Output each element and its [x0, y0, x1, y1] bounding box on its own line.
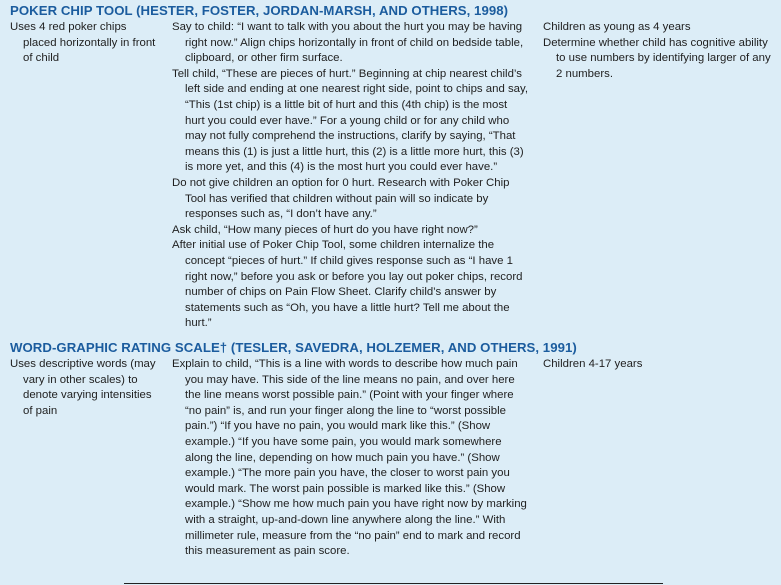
instruction-paragraph: After initial use of Poker Chip Tool, some children internalize the concept “pieces of hurt.” If child gives response such as “I have 1 right now,” before you ask or before you lay out poker chips, record number of chips on Pain Flow Sheet. Clarify child’s answer by statements such as “Oh, you have a little hurt? Tell me about the hurt.” — [172, 239, 523, 330]
recommendation-text: Children 4-17 years — [543, 358, 643, 370]
description-column — [10, 357, 162, 419]
section-title: POKER CHIP TOOL (HESTER, FOSTER, JORDAN-MARSH, AND OTHERS, 1998) — [10, 3, 509, 18]
recommendations-column — [543, 357, 775, 373]
instruction-paragraph: Tell child, “These are pieces of hurt.” Beginning at chip nearest child’s left side and ending at one nearest right side, point to chips and say, “This (1st chip) is a little bit of hurt and this (4th chip) is the most hurt you could ever have.” For a young child or for any child who may not fully comprehend the instructions, clarify by saying, “That means this (1) is just a little hurt, this (2) is a little more hurt, this (3) is more yet, and this (4) is the most hurt you could ever have.” — [172, 67, 528, 174]
instruction-paragraph: Do not give children an option for 0 hurt. Research with Poker Chip Tool has verified that children without pain will so indicate by responses such as, “I don’t have any.” — [172, 176, 510, 221]
recommendation-text: Children as young as 4 years — [543, 21, 691, 33]
instruction-paragraph: Say to child: “I want to talk with you about the hurt you may be having right now.” Align chips horizontally in front of child on bedside table, clipboard, or other firm surface. — [172, 21, 524, 65]
description-column — [10, 20, 162, 67]
description-text: Uses descriptive words (may vary in other scales) to denote varying intensities of pain — [10, 358, 156, 417]
instruction-paragraph: Explain to child, “This is a line with words to describe how much pain you may have. This side of the line means no pain, and over here the line means worst possible pain.” (Point with your finger where “no pain” is, and run your finger along the line to “worst possible pain.”) “If you have no pain, you would mark like this.” (Show example.) “If you have some pain, you would mark somewhere along the line, depending on how much pain you have.” (Show example.) “The more pain you have, the closer to worst pain you would mark. The worst pain possible is marked like this.” (Show example.) “Show me how much pain you have right now by marking with a straight, up-and-down line anywhere along the line.” With millimeter rule, measure from the “no pain” end to mark and record this measurement as pain score. — [172, 358, 527, 558]
recommendations-column — [543, 20, 775, 82]
description-text: Uses 4 red poker chips placed horizontally in front of child — [10, 21, 156, 65]
instruction-paragraph: Ask child, “How many pieces of hurt do you have right now?” — [172, 223, 478, 236]
instructions-column — [172, 20, 530, 332]
section-title: WORD-GRAPHIC RATING SCALE† (TESLER, SAVEDRA, HOLZEMER, AND OTHERS, 1991) — [10, 340, 577, 355]
recommendation-text: Determine whether child has cognitive ability to use numbers by identifying larger of any 2 numbers. — [543, 36, 771, 80]
instructions-column — [172, 357, 530, 560]
bottom-divider — [124, 583, 663, 584]
